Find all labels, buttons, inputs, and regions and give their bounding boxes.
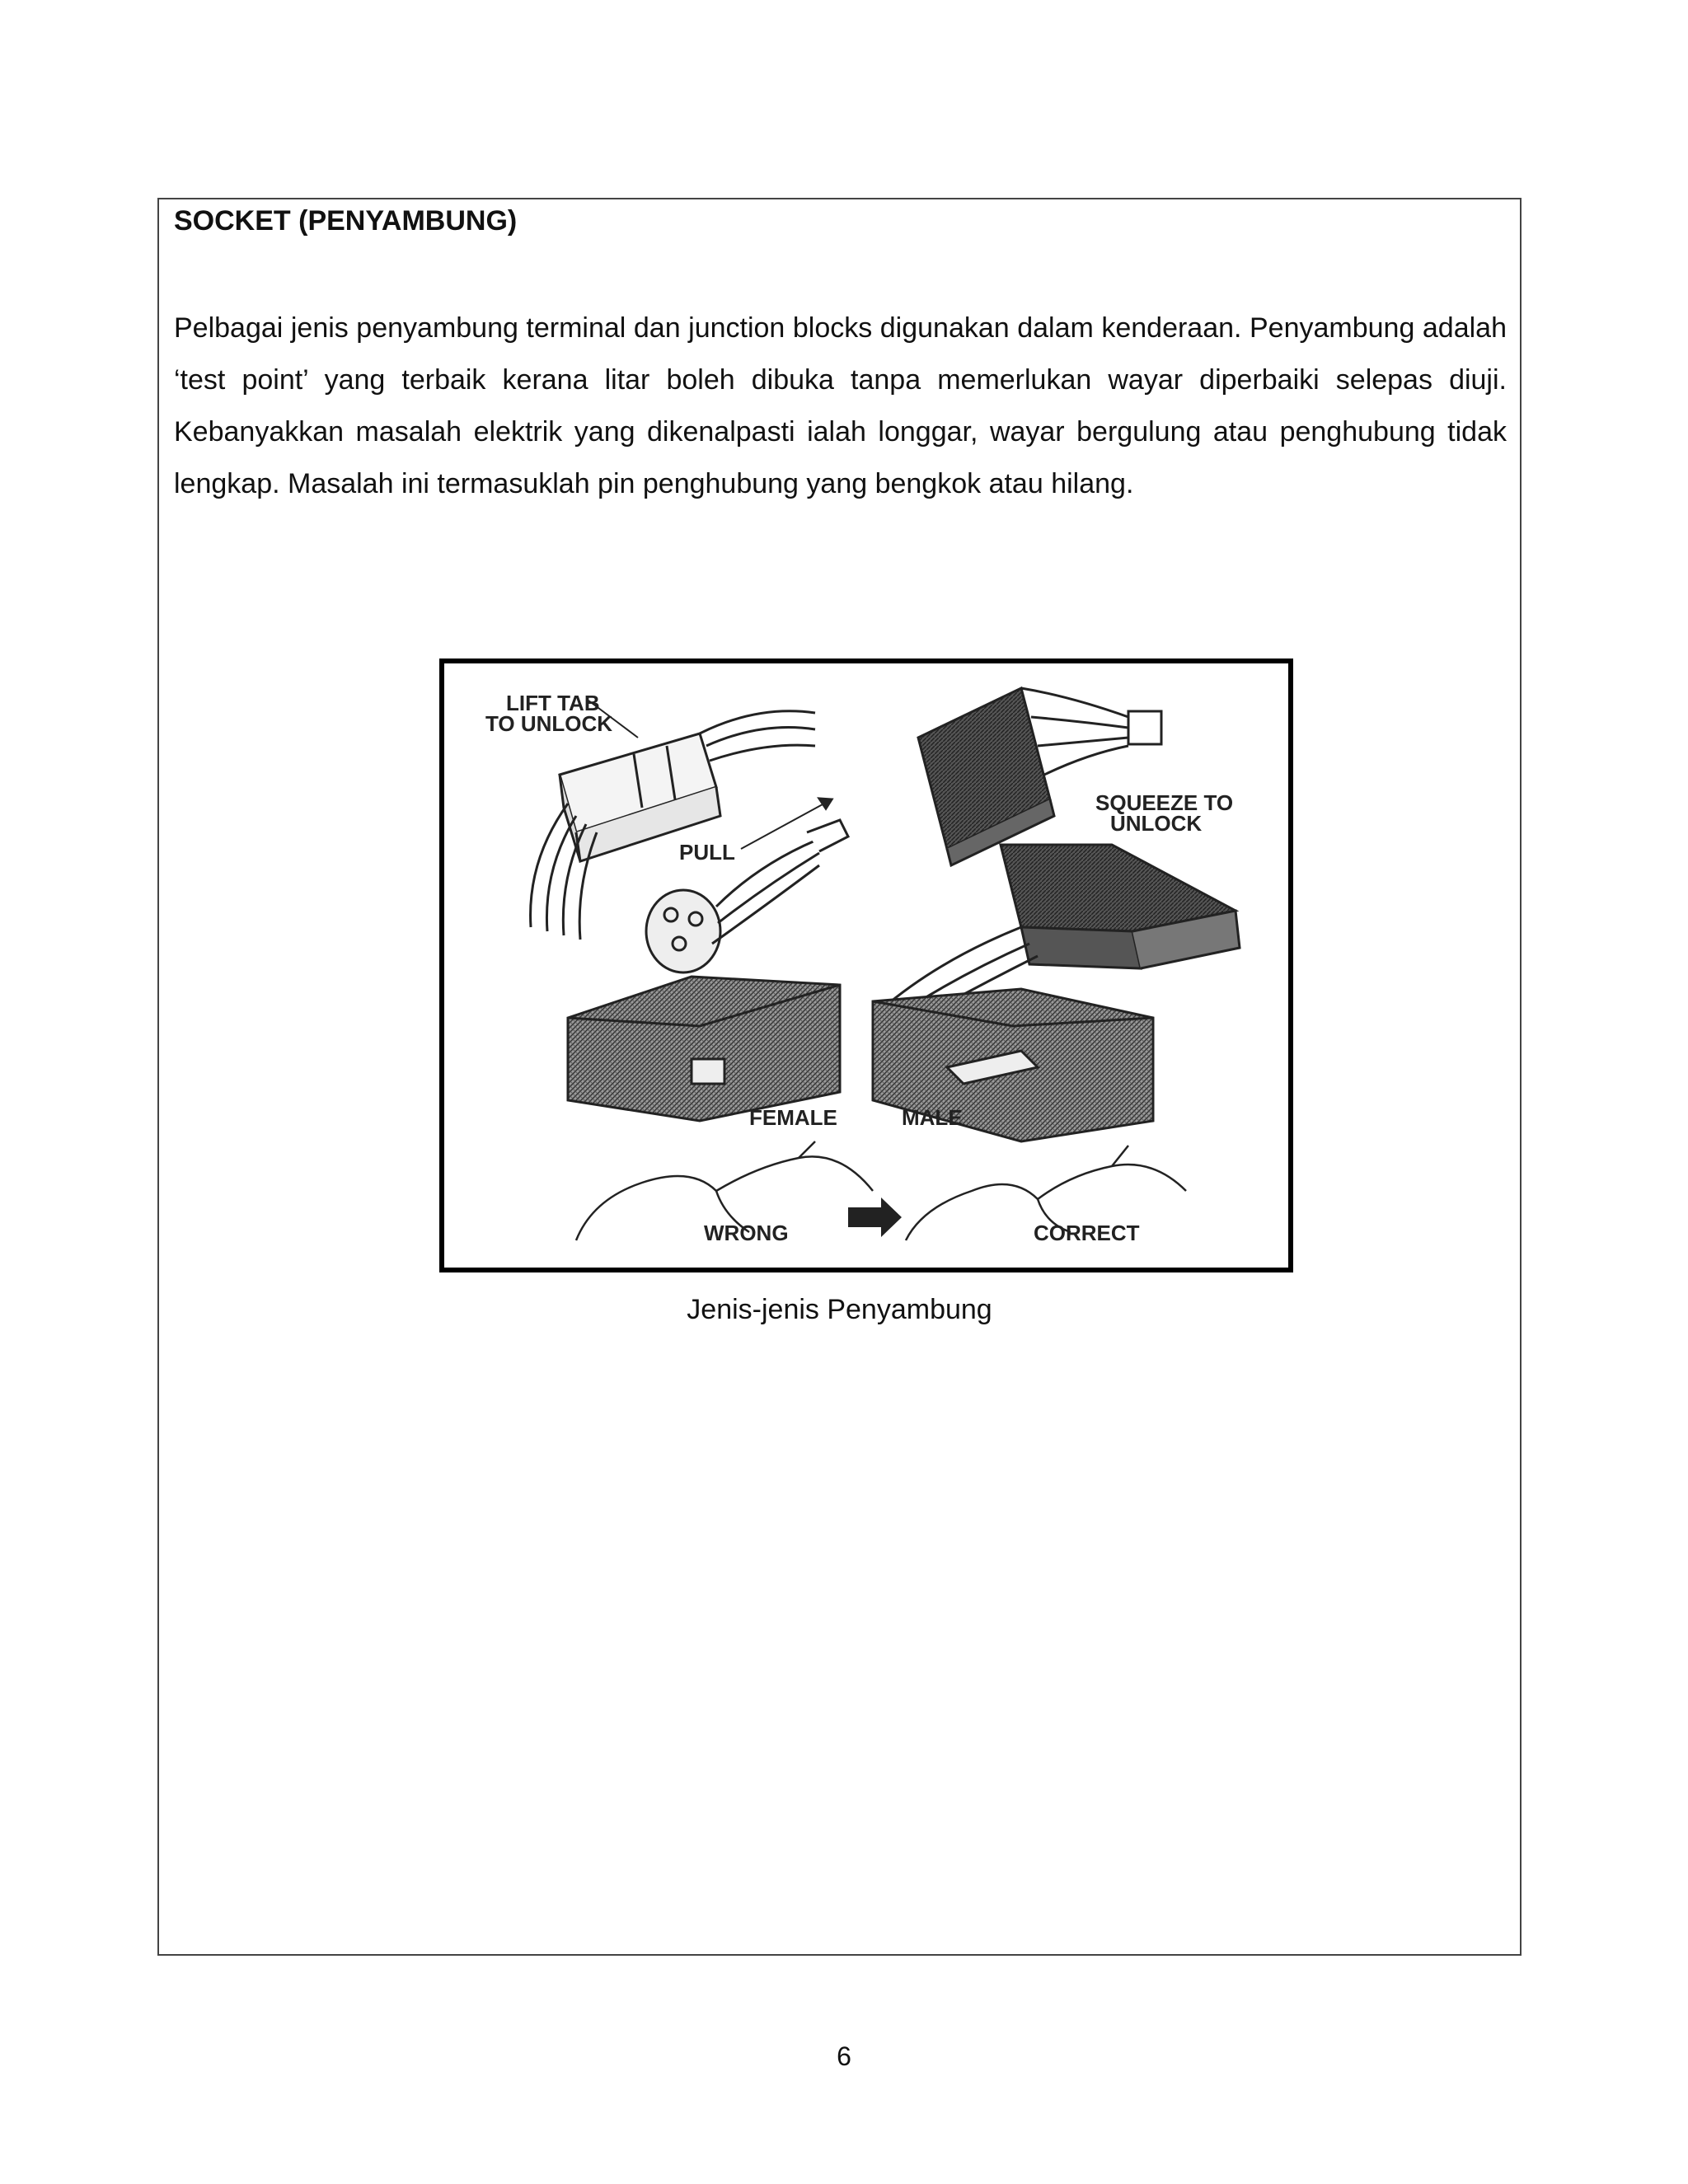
connector-illustration xyxy=(439,658,1293,1272)
label-female: FEMALE xyxy=(749,1105,837,1130)
section-title: SOCKET (PENYAMBUNG) xyxy=(174,205,518,237)
label-pull: PULL xyxy=(679,840,735,865)
label-male: MALE xyxy=(902,1105,963,1130)
label-lift-tab-2: TO UNLOCK xyxy=(485,711,613,736)
squeeze-connector-top xyxy=(918,688,1161,865)
label-wrong: WRONG xyxy=(704,1221,789,1245)
label-lift-tab-1: LIFT TAB xyxy=(506,691,600,715)
female-block xyxy=(568,977,840,1121)
label-squeeze-2: UNLOCK xyxy=(1110,811,1203,836)
section-paragraph: Pelbagai jenis penyambung terminal dan junction blocks digunakan dalam kenderaan. Penyambung adalah ‘test point’ yang terbaik kerana litar boleh dibuka tanpa memerlukan wayar diperbaiki selepas diuji. Kebanyakkan masalah elektrik yang dikenalpasti ialah longgar, wayar bergulung atau penghubung tidak lengkap. Masalah ini termasuklah pin penghubung yang bengkok atau hilang. xyxy=(174,312,1507,499)
figure-caption: Jenis-jenis Penyambung xyxy=(687,1294,992,1325)
page-number: 6 xyxy=(837,2041,851,2071)
arrow-icon xyxy=(848,1197,902,1237)
label-squeeze-1: SQUEEZE TO xyxy=(1095,790,1234,815)
label-correct: CORRECT xyxy=(1034,1221,1140,1245)
content-frame xyxy=(157,198,1522,1956)
